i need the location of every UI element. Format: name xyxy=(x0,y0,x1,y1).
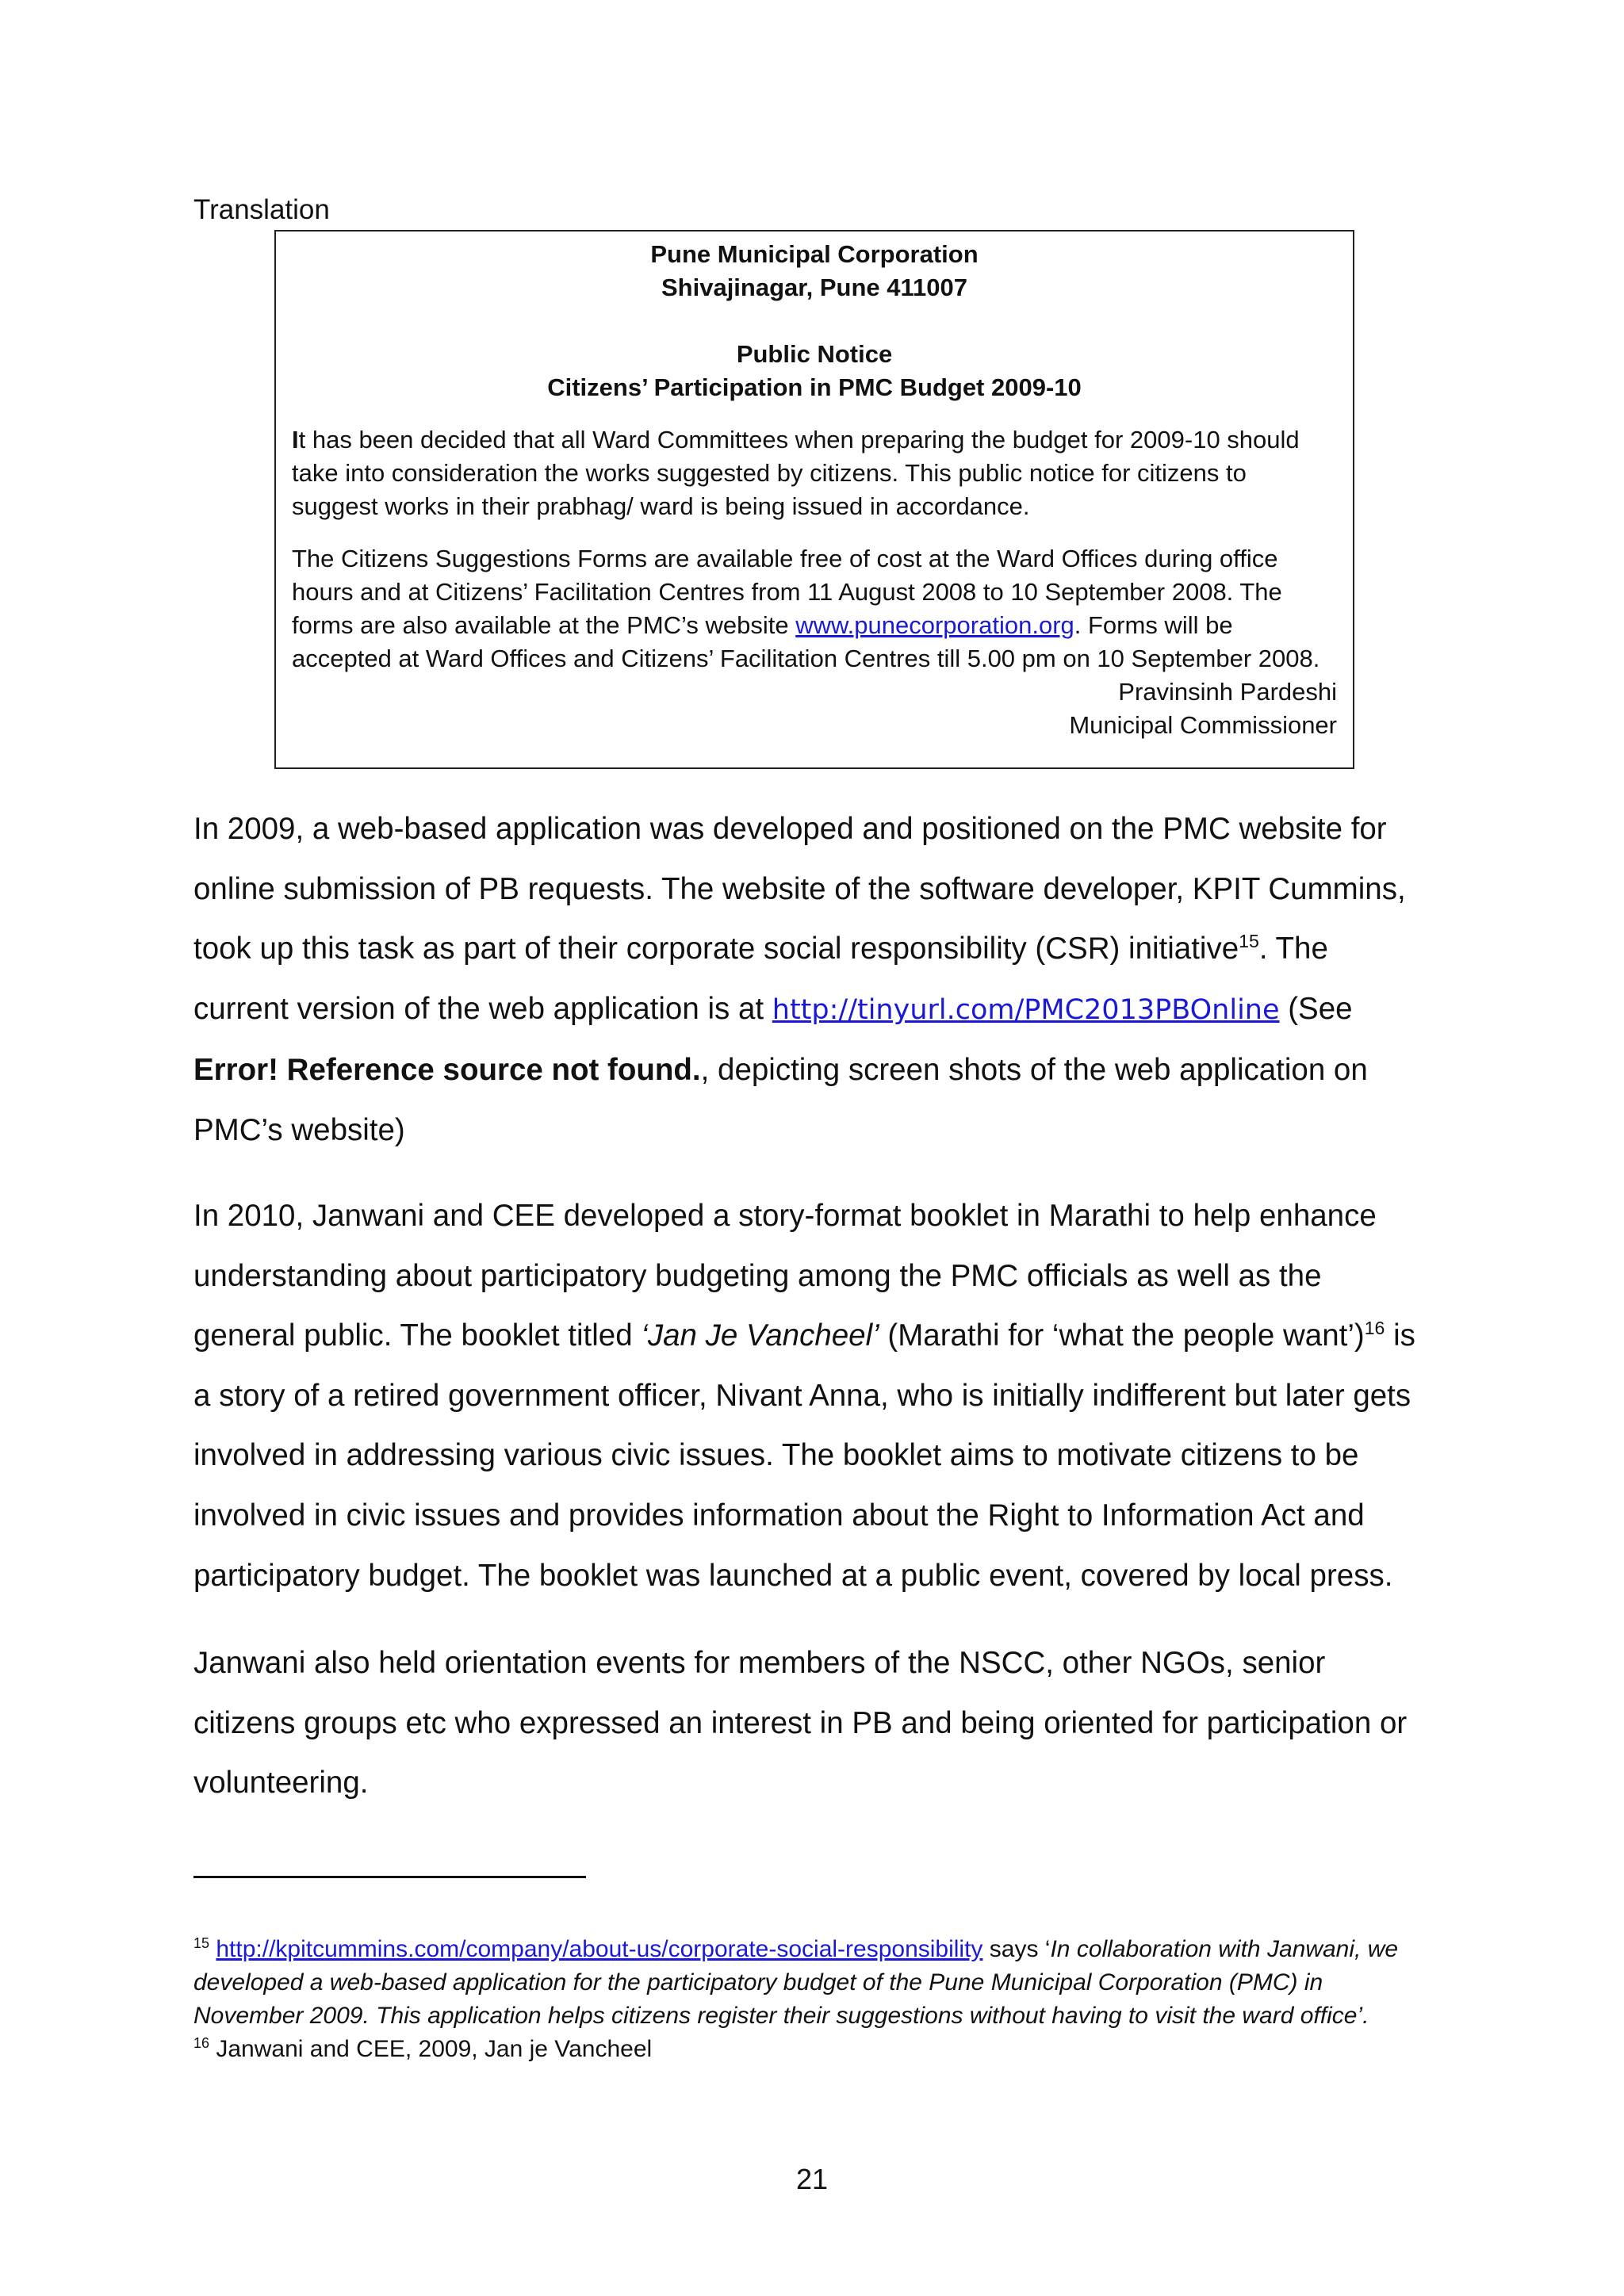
p2-text-b: (Marathi for ‘what the people want’) xyxy=(879,1318,1365,1353)
p2-text-c: is a story of a retired government officer, Nivant Anna, who is initially indifferent but later gets involved in addressing various civic issues. The booklet aims to motivate citizens to be involved in civic issues and provides information about the Right to Information Act and participatory budget. The booklet was launched at a public event, covered by local press. xyxy=(193,1318,1415,1593)
footnote-15-says: says ‘ xyxy=(982,1936,1051,1962)
paragraph-booklet xyxy=(193,1186,1431,1605)
p1-text-a: In 2009, a web-based application was developed and positioned on the PMC website for online submission of PB requests. The website of the software developer, KPIT Cummins, took up this task as part of their corporate social responsibility (CSR) initiative xyxy=(193,812,1406,966)
footnote-16-number: 16 xyxy=(193,2035,210,2051)
footnote-separator xyxy=(193,1876,586,1878)
notice-org: Pune Municipal Corporation xyxy=(650,240,979,268)
footnote-ref-16[interactable]: 16 xyxy=(1364,1318,1385,1339)
footnote-15-number: 15 xyxy=(193,1935,210,1951)
notice-paragraph-2 xyxy=(292,542,1337,675)
tinyurl-link[interactable]: http://tinyurl.com/PMC2013PBOnline xyxy=(772,993,1280,1026)
footnote-15-quote: In collaboration with Janwani, we developed a web-based application for the participatory budget of the Pune Municipal Corporation (PMC) in November 2009. This application helps citizens register their suggestions without having to visit the ward office’. xyxy=(193,1936,1399,2029)
public-notice-box xyxy=(274,230,1354,769)
p1-text-c: (See xyxy=(1279,991,1353,1026)
notice-heading: Public Notice xyxy=(736,340,893,368)
notice-drop-letter: I xyxy=(292,426,299,453)
notice-paragraph-2-text-a: The Citizens Suggestions Forms are available free of cost at the Ward Offices during office hours and at Citizens’ Facilitation Centres from 11 August 2008 to 10 September 2008. The forms are also available at the PMC’s website xyxy=(292,545,1282,639)
pmc-website-link[interactable]: www.punecorporation.org xyxy=(795,611,1074,639)
footnote-16 xyxy=(193,2033,1438,2066)
kpit-csr-link[interactable]: http://kpitcummins.com/company/about-us/corporate-social-responsibility xyxy=(216,1936,983,1962)
translation-label: Translation xyxy=(193,194,330,225)
booklet-title: ‘Jan Je Vancheel’ xyxy=(641,1318,879,1353)
notice-paragraph-2-text-b: . Forms will be accepted at Ward Offices and Citizens’ Facilitation Centres till 5.00 pm on 10 September 2008. xyxy=(292,611,1320,672)
signatory-name: Pravinsinh Pardeshi xyxy=(1118,678,1337,706)
p2-text-a: In 2010, Janwani and CEE developed a story-format booklet in Marathi to help enhance understanding about participatory budgeting among the PMC officials as well as the general public. The booklet titled xyxy=(193,1199,1377,1353)
p1-text-b: . The current version of the web application is at xyxy=(193,932,1328,1026)
notice-paragraph-1-text: t has been decided that all Ward Committees when preparing the budget for 2009-10 should take into consideration the works suggested by citizens. This public notice for citizens to suggest works in their prabhag/ ward is being issued in accordance. xyxy=(292,426,1300,520)
signatory-title: Municipal Commissioner xyxy=(1069,711,1337,739)
footnote-ref-15[interactable]: 15 xyxy=(1239,931,1259,952)
p1-text-d: , depicting screen shots of the web application on PMC’s website) xyxy=(193,1053,1368,1147)
notice-address: Shivajinagar, Pune 411007 xyxy=(661,274,967,301)
paragraph-web-application xyxy=(193,799,1431,1161)
paragraph-orientation: Janwani also held orientation events for members of the NSCC, other NGOs, senior citizens groups etc who expressed an interest in PB and being oriented for participation or volunteering. xyxy=(193,1646,1408,1800)
footnote-16-text: Janwani and CEE, 2009, Jan je Vancheel xyxy=(209,2036,653,2062)
page-number: 21 xyxy=(795,2163,829,2195)
notice-paragraph-1 xyxy=(292,423,1337,523)
notice-subject: Citizens’ Participation in PMC Budget 2009-10 xyxy=(547,373,1082,401)
footnote-15 xyxy=(193,1933,1438,2033)
footnotes xyxy=(193,1933,1438,2066)
reference-error-text: Error! Reference source not found. xyxy=(193,1053,701,1088)
